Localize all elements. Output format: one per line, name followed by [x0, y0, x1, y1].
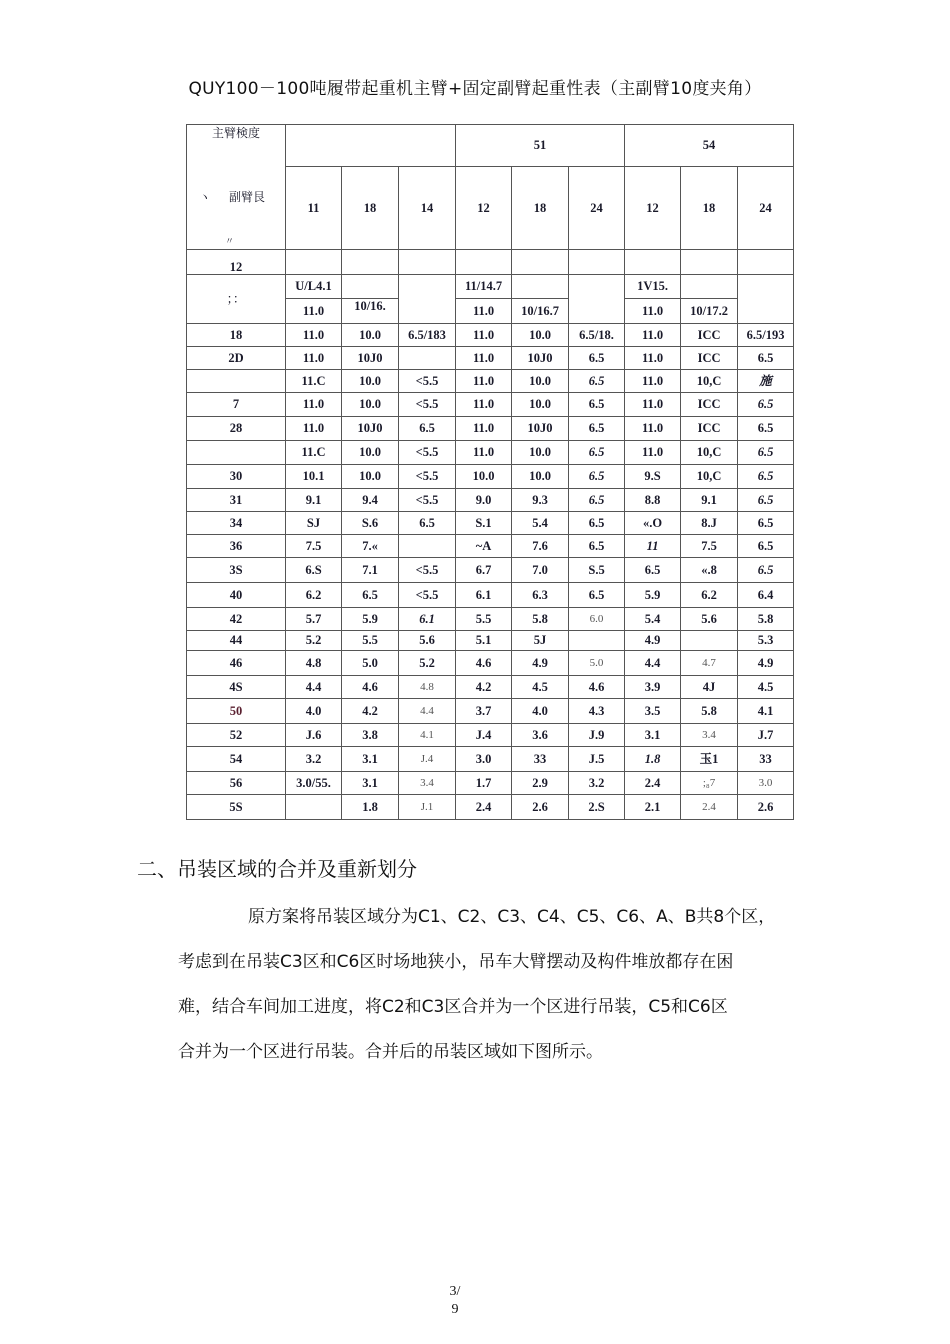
table-cell: 10.0 [512, 370, 569, 393]
table-cell: 4.3 [569, 699, 625, 724]
table-cell: 5.0 [342, 651, 399, 676]
table-cell: 2.4 [625, 772, 681, 795]
table-cell: 6.5/183 [399, 324, 456, 347]
paragraph-line: 原方案将吊装区域分为C1、C2、C3、C4、C5、C6、A、B共8个区， [248, 907, 776, 927]
table-cell: 5J [512, 631, 569, 651]
table-cell: 6.5 [738, 465, 794, 489]
table-cell: 10,C [681, 370, 738, 393]
fly-jib-length: 12 [625, 167, 681, 250]
table-cell: 5.9 [342, 608, 399, 631]
table-cell: 4.2 [342, 699, 399, 724]
table-row [187, 583, 794, 608]
page-number-bottom: 9 [451, 1302, 459, 1317]
table-cell: 6.5 [738, 347, 794, 370]
row-label: 42 [187, 608, 286, 631]
table-cell: 4.2 [456, 676, 512, 699]
row-label: 4S [187, 676, 286, 699]
table-cell: 9.3 [512, 489, 569, 512]
table-cell: 5.4 [625, 608, 681, 631]
table-row [187, 676, 794, 699]
page-number-top: 3/ [449, 1284, 461, 1299]
table-cell: 5.6 [681, 608, 738, 631]
table-cell: 3.2 [286, 747, 342, 772]
paragraph-line: 考虑到在吊装C3区和C6区时场地狭小，吊车大臂摆动及构件堆放都存在困 [178, 952, 734, 972]
table-cell: 4.8 [286, 651, 342, 676]
table-cell: ICC [681, 324, 738, 347]
table-cell: 6.5 [738, 512, 794, 535]
fly-jib-length: 18 [681, 167, 738, 250]
table-cell: 5.5 [342, 631, 399, 651]
table-cell: 3.1 [625, 724, 681, 747]
table-cell: ICC [681, 393, 738, 417]
table-cell: 6.5 [569, 393, 625, 417]
table-cell: 6.2 [681, 583, 738, 608]
table-cell: 6.0 [569, 608, 625, 631]
table-cell: 4.0 [286, 699, 342, 724]
table-cell: 6.5 [342, 583, 399, 608]
table-cell: 1.8 [625, 747, 681, 772]
table-cell: <5.5 [399, 583, 456, 608]
table-cell: 10.0 [512, 441, 569, 465]
table-cell: 10J0 [342, 347, 399, 370]
table-cell: 6.5 [569, 583, 625, 608]
table-cell: 11.0 [456, 441, 512, 465]
table-cell: 5.4 [512, 512, 569, 535]
table-cell: 11.0 [625, 441, 681, 465]
table-cell: 33 [512, 747, 569, 772]
table-row [187, 347, 794, 370]
row-label: ；： [187, 275, 286, 324]
table-cell: <5.5 [399, 393, 456, 417]
table-cell: U/L4.1 [286, 275, 342, 299]
table-cell: 3.8 [342, 724, 399, 747]
table-cell: J.1 [399, 795, 456, 820]
table-cell: 5.8 [681, 699, 738, 724]
table-cell: 5.0 [569, 651, 625, 676]
table-cell: 5.6 [399, 631, 456, 651]
header-mark: 〃 [225, 236, 235, 247]
table-cell: 10J0 [512, 347, 569, 370]
table-cell: 6.5 [569, 535, 625, 558]
table-cell: 5.8 [512, 608, 569, 631]
table-row [187, 417, 794, 441]
table-cell [681, 631, 738, 651]
table-cell: 33 [738, 747, 794, 772]
table-cell: 施 [738, 370, 794, 393]
fly-jib-length: 18 [512, 167, 569, 250]
table-row [187, 370, 794, 393]
table-cell: 7.6 [512, 535, 569, 558]
table-cell: 11.0 [286, 299, 342, 324]
table-cell: 6.5 [399, 417, 456, 441]
table-cell: 10.0 [512, 324, 569, 347]
row-label: 12 [187, 250, 286, 275]
table-cell: 11.0 [625, 347, 681, 370]
table-cell: <5.5 [399, 465, 456, 489]
table-cell: 3.1 [342, 772, 399, 795]
table-cell: <5.5 [399, 370, 456, 393]
table-cell [569, 631, 625, 651]
table-cell: 3.4 [399, 772, 456, 795]
table-cell [399, 347, 456, 370]
table-cell: 4.6 [342, 676, 399, 699]
fly-jib-length: 11 [286, 167, 342, 250]
table-cell: 6.5/193 [738, 324, 794, 347]
table-cell: S.5 [569, 558, 625, 583]
body-paragraph [178, 895, 838, 1075]
table-cell: 10.0 [456, 465, 512, 489]
table-cell: 4.4 [625, 651, 681, 676]
table-cell: 4.9 [512, 651, 569, 676]
table-cell: 10.0 [512, 465, 569, 489]
table-cell: 4.9 [625, 631, 681, 651]
table-cell: 4.1 [399, 724, 456, 747]
table-cell: 4.0 [512, 699, 569, 724]
header-main-value: 51 [456, 125, 625, 167]
table-cell: 10J0 [342, 417, 399, 441]
table-row [187, 795, 794, 820]
row-label: 40 [187, 583, 286, 608]
table-cell: ~A [456, 535, 512, 558]
table-cell: 3.4 [681, 724, 738, 747]
table-cell: 3.1 [342, 747, 399, 772]
table-cell: 2.1 [625, 795, 681, 820]
header-row-sub [187, 167, 794, 250]
row-label: 52 [187, 724, 286, 747]
table-cell: J.9 [569, 724, 625, 747]
fly-jib-length: 24 [569, 167, 625, 250]
table-cell: 9.0 [456, 489, 512, 512]
table-cell: 11/14.7 [456, 275, 512, 299]
table-cell: 10/17.2 [681, 299, 738, 324]
table-cell: 6.1 [456, 583, 512, 608]
table-cell: 11.0 [456, 417, 512, 441]
table-cell: 6.5 [738, 393, 794, 417]
row-label [187, 441, 286, 465]
table-row [187, 651, 794, 676]
table-cell: 7.1 [342, 558, 399, 583]
table-row [187, 275, 794, 299]
table-cell: 1V15. [625, 275, 681, 299]
table-row [187, 535, 794, 558]
fly-jib-label: 副臂艮 [229, 189, 266, 204]
table-cell: 8.8 [625, 489, 681, 512]
section-heading: 二、吊装区域的合并及重新划分 [137, 857, 417, 881]
capacity-data-rows [187, 324, 794, 820]
table-cell: 6.5 [569, 347, 625, 370]
table-cell: 6.5 [738, 489, 794, 512]
table-cell: <5.5 [399, 489, 456, 512]
table-cell: <5.5 [399, 558, 456, 583]
table-cell: 5.3 [738, 631, 794, 651]
table-cell: 4.5 [512, 676, 569, 699]
table-cell: 6.7 [456, 558, 512, 583]
table-cell: 3.5 [625, 699, 681, 724]
table-cell: 10,C [681, 465, 738, 489]
table-row [187, 441, 794, 465]
table-cell: 6.5 [569, 370, 625, 393]
table-cell: 7.« [342, 535, 399, 558]
table-cell: 11.0 [456, 299, 512, 324]
table-cell: J.6 [286, 724, 342, 747]
row-label: 34 [187, 512, 286, 535]
table-cell: «.O [625, 512, 681, 535]
table-cell: 3.6 [512, 724, 569, 747]
fly-jib-length: 18 [342, 167, 399, 250]
header-main-value: 54 [625, 125, 794, 167]
row-label: 31 [187, 489, 286, 512]
table-cell: ICC [681, 417, 738, 441]
table-cell: 10.0 [342, 465, 399, 489]
table-cell: 4.1 [738, 699, 794, 724]
table-cell: 6.5 [625, 558, 681, 583]
table-cell: 6.5 [569, 465, 625, 489]
table-cell: 3.0/55. [286, 772, 342, 795]
table-cell: 5.9 [625, 583, 681, 608]
table-cell: 4.6 [456, 651, 512, 676]
table-cell: 5.1 [456, 631, 512, 651]
row-label: 7 [187, 393, 286, 417]
table-cell: 10/16.7 [512, 299, 569, 324]
table-row [187, 465, 794, 489]
table-cell: 1.7 [456, 772, 512, 795]
table-cell: 6.5 [738, 441, 794, 465]
table-cell: 6.2 [286, 583, 342, 608]
table-cell: 10.0 [342, 393, 399, 417]
table-cell: 9.1 [286, 489, 342, 512]
table-cell: 11.0 [625, 417, 681, 441]
table-cell: S.1 [456, 512, 512, 535]
table-cell: 2.9 [512, 772, 569, 795]
paragraph-line: 合并为一个区进行吊装。合并后的吊装区域如下图所示。 [178, 1042, 603, 1062]
table-cell: 6.3 [512, 583, 569, 608]
table-cell: 2.S [569, 795, 625, 820]
document-title: QUY100－100吨履带起重机主臂+固定副臂起重性表（主副臂10度夹角） [188, 79, 762, 99]
table-cell: 11 [625, 535, 681, 558]
table-cell: 6.5 [738, 535, 794, 558]
table-cell: J.4 [399, 747, 456, 772]
table-cell: 6.5 [569, 441, 625, 465]
table-cell: 11.0 [625, 393, 681, 417]
row-label: 28 [187, 417, 286, 441]
table-row [187, 608, 794, 631]
row-label: 18 [187, 324, 286, 347]
table-row [187, 699, 794, 724]
paragraph-line: 难，结合车间加工进度，将C2和C3区合并为一个区进行吊装，C5和C6区 [178, 997, 728, 1017]
table-cell: 9.S [625, 465, 681, 489]
table-cell: ICC [681, 347, 738, 370]
fly-jib-length: 14 [399, 167, 456, 250]
table-cell: 4.4 [286, 676, 342, 699]
table-cell: S.6 [342, 512, 399, 535]
table-cell: 6.4 [738, 583, 794, 608]
main-boom-label: 主臂検度 [187, 125, 286, 167]
table-cell: 7.5 [286, 535, 342, 558]
table-cell: 6.5 [569, 489, 625, 512]
table-row [187, 747, 794, 772]
table-cell: 玉1 [681, 747, 738, 772]
table-cell: J.5 [569, 747, 625, 772]
table-cell: 3.0 [456, 747, 512, 772]
table-cell: 5.2 [286, 631, 342, 651]
table-cell: 11.0 [625, 370, 681, 393]
table-cell: ;₈7 [681, 772, 738, 795]
row-label: 30 [187, 465, 286, 489]
table-row [187, 512, 794, 535]
row-label: 50 [187, 699, 286, 724]
table-cell: SJ [286, 512, 342, 535]
header-mark: ヽ [199, 189, 212, 204]
table-cell: 3.0 [738, 772, 794, 795]
table-cell: 4.5 [738, 676, 794, 699]
table-cell: 7.5 [681, 535, 738, 558]
table-cell: 11.C [286, 441, 342, 465]
table-cell: 2.6 [738, 795, 794, 820]
table-cell: J.7 [738, 724, 794, 747]
row-label: 36 [187, 535, 286, 558]
table-cell [399, 535, 456, 558]
table-row [187, 250, 794, 275]
table-row [187, 558, 794, 583]
table-cell: <5.5 [399, 441, 456, 465]
table-cell: 11.0 [456, 347, 512, 370]
table-cell: 10J0 [512, 417, 569, 441]
table-cell: 4.6 [569, 676, 625, 699]
table-row [187, 724, 794, 747]
row-label: 2D [187, 347, 286, 370]
crane-capacity-table [186, 124, 794, 820]
table-cell: 4.9 [738, 651, 794, 676]
table-cell: 2.4 [456, 795, 512, 820]
table-cell: 4.7 [681, 651, 738, 676]
table-cell: 2.6 [512, 795, 569, 820]
fly-jib-label-cell [187, 167, 286, 250]
table-cell: 3.9 [625, 676, 681, 699]
header-main-value [286, 125, 456, 167]
table-cell: 5.7 [286, 608, 342, 631]
fly-jib-length: 24 [738, 167, 794, 250]
table-cell: 11.0 [456, 393, 512, 417]
table-cell: 6.S [286, 558, 342, 583]
table-cell: 11.0 [625, 299, 681, 324]
table-cell: 4.8 [399, 676, 456, 699]
row-label: 3S [187, 558, 286, 583]
table-cell: 4.4 [399, 699, 456, 724]
table-cell: 11.0 [456, 324, 512, 347]
table-cell: 1.8 [342, 795, 399, 820]
table-cell: 2.4 [681, 795, 738, 820]
table-cell: 5.8 [738, 608, 794, 631]
header-row-main [187, 125, 794, 167]
table-cell: 10.1 [286, 465, 342, 489]
table-cell: 8.J [681, 512, 738, 535]
table-cell: 9.4 [342, 489, 399, 512]
table-cell: 4J [681, 676, 738, 699]
table-cell: 11.0 [286, 347, 342, 370]
row-label: 56 [187, 772, 286, 795]
row-label [187, 370, 286, 393]
table-cell: 3.7 [456, 699, 512, 724]
page-number [440, 1283, 470, 1319]
row-label: 46 [187, 651, 286, 676]
table-cell: 6.5 [399, 512, 456, 535]
fly-jib-length: 12 [456, 167, 512, 250]
table-cell: 5.5 [456, 608, 512, 631]
table-row [187, 324, 794, 347]
table-row [187, 631, 794, 651]
row-label: 44 [187, 631, 286, 651]
table-row [187, 772, 794, 795]
row-label: 5S [187, 795, 286, 820]
table-cell [286, 795, 342, 820]
table-cell: 11.0 [286, 393, 342, 417]
table-cell: 3.2 [569, 772, 625, 795]
table-cell: 11.C [286, 370, 342, 393]
table-cell: 6.5 [569, 512, 625, 535]
table-cell: «.8 [681, 558, 738, 583]
table-cell: 5.2 [399, 651, 456, 676]
table-cell: 6.5 [738, 558, 794, 583]
table-cell: 10.0 [342, 370, 399, 393]
table-cell: 6.5 [738, 417, 794, 441]
table-cell: 6.5/18. [569, 324, 625, 347]
table-cell: 10.0 [342, 324, 399, 347]
table-cell: J.4 [456, 724, 512, 747]
table-cell: 10.0 [512, 393, 569, 417]
table-cell: 11.0 [286, 324, 342, 347]
table-cell: 10,C [681, 441, 738, 465]
table-cell: 11.0 [286, 417, 342, 441]
table-cell: 6.5 [569, 417, 625, 441]
table-cell: 6.1 [399, 608, 456, 631]
table-cell: 10/16. [342, 299, 399, 324]
table-cell: 11.0 [625, 324, 681, 347]
table-cell: 7.0 [512, 558, 569, 583]
table-cell: 9.1 [681, 489, 738, 512]
table-cell: 11.0 [456, 370, 512, 393]
table-cell: 10.0 [342, 441, 399, 465]
row-label: 54 [187, 747, 286, 772]
table-row [187, 393, 794, 417]
table-row [187, 489, 794, 512]
